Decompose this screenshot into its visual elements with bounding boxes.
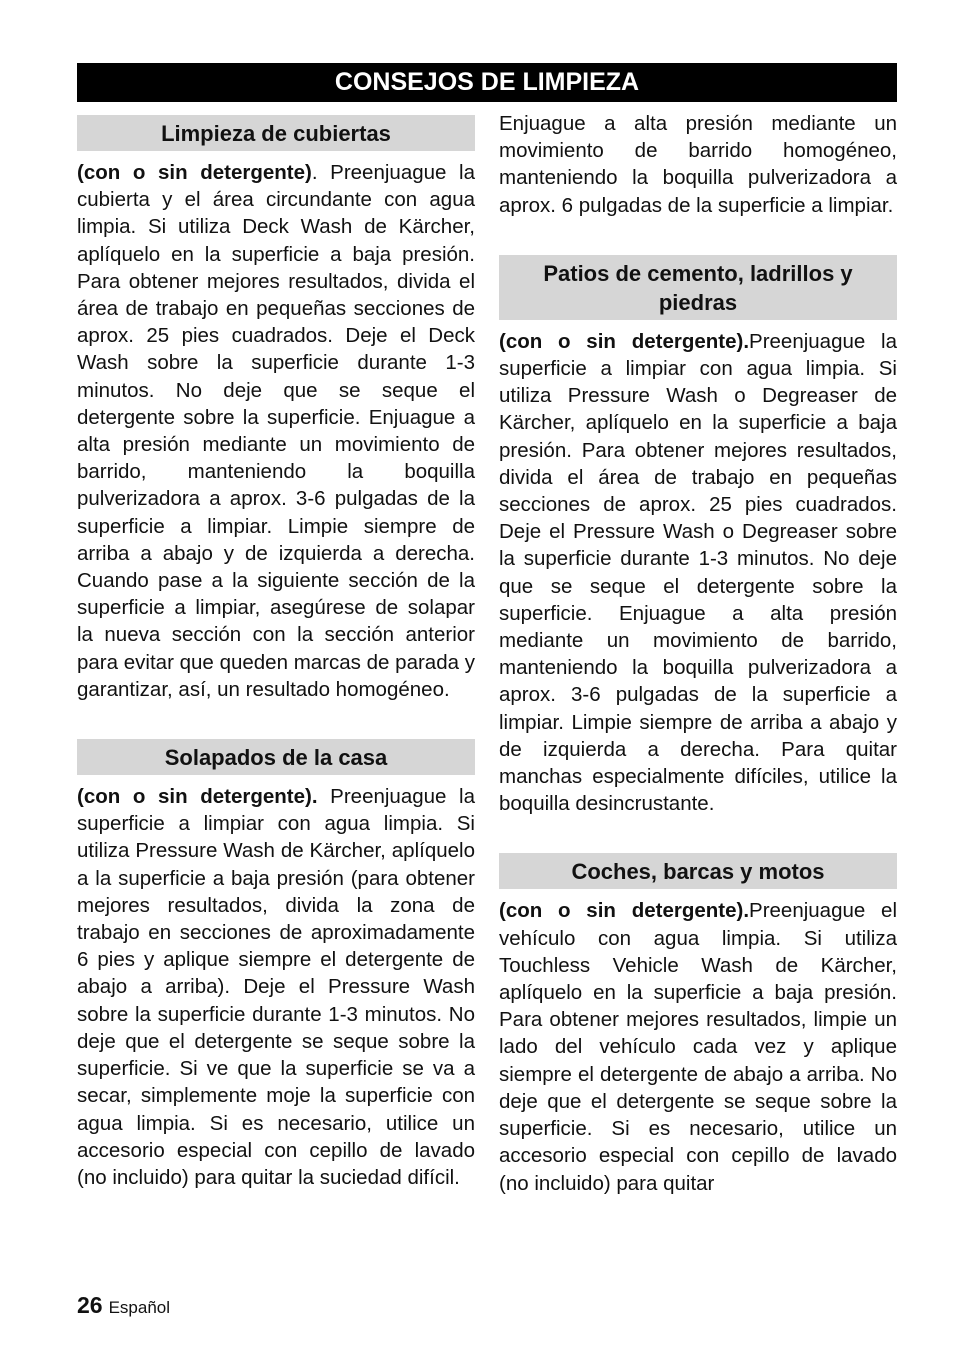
heading-coches-barcas-motos: Coches, barcas y motos	[499, 853, 897, 889]
paragraph-patios	[499, 328, 897, 818]
detergent-note: (con o sin detergente).	[77, 785, 318, 809]
left-column	[77, 115, 475, 1191]
heading-limpieza-cubiertas: Limpieza de cubiertas	[77, 115, 475, 151]
paragraph-continuation: Enjuague a alta presión mediante un movimiento de barrido homogéneo, manteniendo la boquilla pulverizadora a aprox. 6 pulgadas de la superficie a limpiar.	[499, 112, 897, 217]
paragraph-text: Preenjuague la superficie a limpiar con agua limpia. Si utiliza Pressure Wash o Degreaser de Kärcher, aplíquelo en la superficie a baja presión. Para obtener mejores resultados, divida el área de trabajo en pequeñas secciones de aprox. 25 pies cuadrados. Deje el Pressure Wash o Degreaser sobre la superficie durante 1-3 minutos. No deje que se seque el detergente sobre la superficie. Enjuague a alta presión mediante un movimiento de barrido, manteniendo la boquilla pulverizadora a aprox. 3-6 pulgadas de la superficie a limpiar. Limpie siempre de arriba a abajo y de izquierda a derecha. Para quitar manchas especialmente difíciles, utilice la boquilla desincrustante.	[499, 329, 897, 816]
detergent-note: (con o sin detergente)	[77, 161, 312, 184]
detergent-note: (con o sin detergente).	[499, 899, 750, 923]
page-footer	[77, 1292, 170, 1319]
paragraph-text: . Preenjuague la cubierta y el área circundante con agua limpia. Si utiliza Deck Wash de Kärcher, aplíquelo en la superficie a baja presión. Para obtener mejores resultados, divida el área de trabajo en pequeñas secciones de aprox. 25 pies cuadrados. Deje el Deck Wash sobre la superficie durante 1-3 minutos. No deje que se seque el detergente sobre la superficie. Enjuague a alta presión mediante un movimiento de barrido, manteniendo la boquilla pulverizadora a aprox. 3-6 pulgadas de la superficie a limpiar. Limpie siempre de arriba a abajo y de izquierda a derecha. Cuando pase a la siguiente sección de la superficie a limpiar, asegúrese de solapar la nueva sección con la sección anterior para evitar que queden marcas de parada y garantizar, así, un resultado homogéneo.	[77, 161, 475, 701]
paragraph-solapados-casa	[77, 783, 475, 1191]
paragraph-text: Preenjuague el vehículo con agua limpia. Si utiliza Touchless Vehicle Wash de Kärcher, aplíquelo en la superficie a baja presión. Para obtener mejores resultados, limpie un lado del vehículo cada vez y aplique siempre el detergente de abajo a arriba. No deje que el detergente se seque sobre la superficie. Si es necesario, utilice un accesorio especial con cepillo de lavado (no incluido) para quitar	[499, 899, 897, 1195]
heading-solapados-casa: Solapados de la casa	[77, 739, 475, 775]
paragraph-coches-barcas-motos	[499, 897, 897, 1196]
footer-language: Español	[108, 1298, 171, 1317]
detergent-note: (con o sin detergente).	[499, 329, 750, 353]
right-column	[499, 110, 897, 1197]
heading-patios: Patios de cemento, ladrillos y piedras	[499, 255, 897, 320]
paragraph-limpieza-cubiertas	[77, 159, 475, 703]
page-title: CONSEJOS DE LIMPIEZA	[77, 63, 897, 102]
paragraph-text: Preenjuague la superficie a limpiar con agua limpia. Si utiliza Pressure Wash de Kärcher, aplíquelo a la superficie a baja presión (para obtener mejores resultados, divida la zona de trabajo en secciones de aproximadamente 6 pies y aplique siempre el detergente de abajo a arriba). Deje el Pressure Wash sobre la superficie durante 1-3 minutos. No deje que el detergente se seque sobre la superficie. Si ve que la superficie se va a secar, simplemente moje la superficie con agua limpia. Si es necesario, utilice un accesorio especial con cepillo de lavado (no incluido) para quitar la suciedad difícil.	[77, 785, 475, 1189]
page-number: 26	[77, 1292, 103, 1318]
